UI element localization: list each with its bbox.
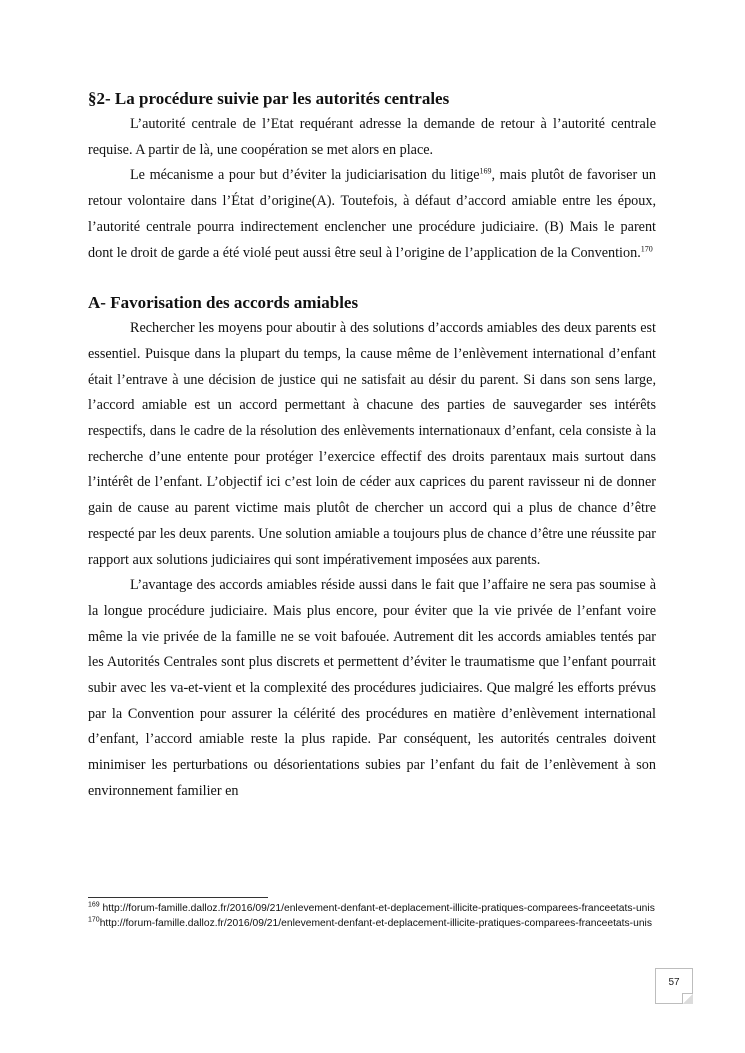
footnote-link[interactable]: http://forum-famille.dalloz.fr/2016/09/21/enlevement-denfant-et-deplacement-illicite-pratiques-comparees-franceetats-unis [99, 903, 655, 914]
footnote-mark: 169 [88, 901, 100, 909]
footnote [88, 902, 656, 917]
paragraph [88, 163, 656, 266]
page-number: 57 [668, 977, 680, 988]
footnote-ref: 170 [640, 243, 653, 253]
paragraph: L’autorité centrale de l’Etat requérant adresse la demande de retour à l’autorité centrale requise. A partir de là, une coopération se met alors en place. [88, 116, 656, 158]
footnote-ref: 169 [479, 166, 492, 176]
footnote [88, 917, 656, 932]
paragraph-text: , mais plutôt de favoriser un retour volontaire dans l’État d’origine(A). Toutefois, à défaut d’accord amiable entre les époux, l’autorité centrale pourra indirectement enclencher une procédure judiciaire. (B) Mais le parent dont le droit de garde a été violé peut aussi être seul à l’origine de l’application de la Convention. [88, 167, 657, 261]
footnote-link[interactable]: http://forum-famille.dalloz.fr/2016/09/21/enlevement-denfant-et-deplacement-illicite-pratiques-comparees-franceetats-unis [99, 917, 652, 929]
subsection-heading: A- Favorisation des accords amiables [88, 293, 359, 313]
page-number-box [655, 968, 693, 1004]
paragraph: L’avantage des accords amiables réside aussi dans le fait que l’affaire ne sera pas soumise à la longue procédure judiciaire. Mais plus encore, pour éviter que la vie privée de l’enfant voire même la vie privée de la famille ne se voit bafouée. Autrement dit les accords amiables tentés par les Autorités Centrales sont plus discrets et permettent d’éviter le traumatisme que l’enfant pourrait subir avec les va-et-vient et la complexité des procédures judiciaires. Que malgré les efforts prévus par la Convention pour assurer la célérité des procédures en matière d’enlèvement international d’enfant, l’accord amiable reste la plus rapide. Par conséquent, les autorités centrales doivent minimiser les perturbations ou désorientations subies par l’enfant du fait de l’enlèvement à son environnement familier en [88, 577, 656, 799]
footnotes [88, 897, 656, 931]
section-heading: §2- La procédure suivie par les autorités centrales [88, 89, 450, 108]
footnote-mark: 170 [88, 916, 100, 924]
page-curl-icon [682, 993, 693, 1004]
paragraph: Rechercher les moyens pour aboutir à des solutions d’accords amiables des deux parents est essentiel. Puisque dans la plupart du temps, la cause même de l’enlèvement international d’enfant était l’entrave à une décision de justice qui ne satisfait au désir du parent. Si dans son sens large, l’accord amiable est un accord permettant à chacune des parties de sauvegarder ses intérêts respectifs, dans le cadre de la résolution des enlèvements internationaux d’enfant, cela consiste à la recherche d’une entente pour protéger l’exercice effectif des droits parentaux mais surtout dans l’intérêt de l’enfant. L’objectif ici c’est loin de céder aux caprices du parent ravisseur ni de donner gain de cause au parent victime mais plutôt de chercher un accord qui a plus de chance d’être respecté par les deux parents. Une solution amiable a toujours plus de chance d’être une réussite par rapport aux solutions judiciaires qui sont impérativement imposées aux parents. [88, 320, 656, 568]
footnote-divider [88, 897, 268, 898]
paragraph-text: Le mécanisme a pour but d’éviter la judiciarisation du litige [130, 167, 480, 184]
page-body [88, 86, 656, 805]
